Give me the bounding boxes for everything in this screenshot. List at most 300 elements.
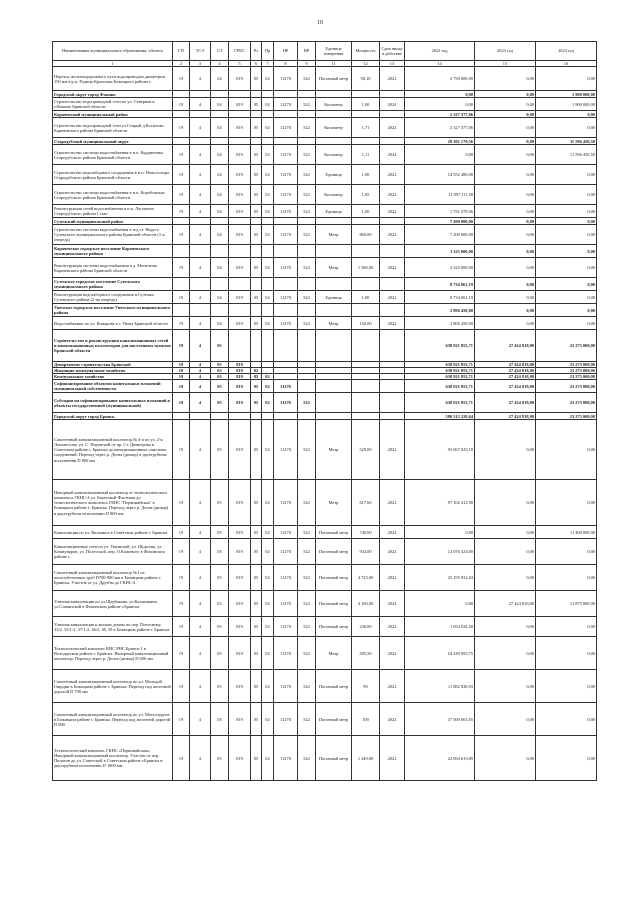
code-cell	[274, 245, 298, 258]
code-cell	[274, 304, 298, 317]
amount-cell: 23 275 000,00	[536, 380, 597, 393]
code-cell	[229, 91, 251, 98]
column-number: 4	[211, 61, 229, 67]
amount-cell: 0,00	[536, 317, 597, 330]
code-cell	[251, 304, 262, 317]
amount-cell: 0,00	[475, 165, 536, 185]
code-cell	[173, 245, 190, 258]
code-cell: 522	[298, 591, 316, 617]
column-header: Наименование муниципального образования, объекта	[53, 42, 173, 61]
code-cell: Километр	[316, 185, 352, 205]
code-cell: 4	[190, 368, 211, 374]
amount-cell: 0,00	[405, 145, 475, 165]
amount-cell: 0,00	[536, 118, 597, 138]
code-cell: Погонный метр	[316, 591, 352, 617]
code-cell: Единица	[316, 165, 352, 185]
amount-cell: 0,00	[475, 98, 536, 111]
amount-cell: 3 325 000,00	[405, 258, 475, 278]
code-cell: Метр	[316, 317, 352, 330]
amount-cell: 1 900 000,00	[536, 91, 597, 98]
code-cell: 4	[190, 362, 211, 368]
amount-cell: 2 327 377,06	[405, 118, 475, 138]
code-cell	[251, 330, 262, 362]
code-cell: Километр	[316, 118, 352, 138]
code-cell: 04	[211, 291, 229, 304]
code-cell: 19	[173, 480, 190, 526]
code-cell: Единица	[316, 205, 352, 218]
code-cell: 2022	[380, 565, 405, 591]
code-cell: 19	[173, 374, 190, 380]
code-cell	[352, 111, 380, 118]
code-cell	[316, 245, 352, 258]
amount-cell: 0,00	[536, 304, 597, 317]
code-cell: 11270	[274, 291, 298, 304]
code-cell	[173, 278, 190, 291]
code-cell: 11270	[274, 67, 298, 91]
code-cell: 02	[262, 565, 274, 591]
column-number: 5	[229, 61, 251, 67]
amount-cell: 4 750 000,00	[405, 67, 475, 91]
code-cell: 819	[229, 380, 251, 393]
code-cell: 11270	[274, 98, 298, 111]
code-cell: 522	[298, 617, 316, 637]
code-cell: 100	[352, 703, 380, 736]
code-cell: 05	[251, 670, 262, 703]
code-cell	[262, 138, 274, 145]
code-cell: 05	[251, 480, 262, 526]
code-cell: 522	[298, 393, 316, 413]
code-cell: 4	[190, 118, 211, 138]
code-cell: 05	[251, 526, 262, 539]
column-header: Пр	[262, 42, 274, 61]
code-cell: 2024	[380, 98, 405, 111]
code-cell: 19	[173, 591, 190, 617]
amount-cell: 11 882 830,03	[405, 670, 475, 703]
code-cell: 2022	[380, 736, 405, 781]
amount-cell: 23 275 000,00	[536, 362, 597, 368]
code-cell: 1,00	[352, 98, 380, 111]
code-cell: 819	[229, 526, 251, 539]
object-name-cell: Самотечный канализационный коллектор по ул. Металлургов в Бежицком районе г. Брянска. Переход под железной дорогой D 800	[53, 703, 173, 736]
code-cell	[380, 138, 405, 145]
amount-cell: 1 054 024,50	[405, 617, 475, 637]
amount-cell: 27 424 818,00	[475, 591, 536, 617]
code-cell: 05	[251, 393, 262, 413]
code-cell	[262, 111, 274, 118]
amount-cell: 2 806 450,00	[405, 304, 475, 317]
object-name-cell: Карачевский муниципальный район	[53, 111, 173, 118]
code-cell	[352, 304, 380, 317]
code-cell: 1 349,00	[352, 736, 380, 781]
code-cell: 522	[298, 165, 316, 185]
code-cell: 19	[173, 637, 190, 670]
code-cell	[251, 278, 262, 291]
code-cell	[262, 91, 274, 98]
subtotal-row	[53, 278, 597, 291]
code-cell: 19	[173, 291, 190, 304]
amount-cell: 0,00	[536, 111, 597, 118]
code-cell: 19	[173, 185, 190, 205]
code-cell: 740,00	[352, 526, 380, 539]
column-header: ТСЭ	[190, 42, 211, 61]
code-cell: 05	[251, 225, 262, 245]
code-cell: 819	[229, 362, 251, 368]
amount-cell: 638 921 953,71	[405, 374, 475, 380]
code-cell	[190, 218, 211, 225]
code-cell: Метр	[316, 637, 352, 670]
code-cell: 4	[190, 380, 211, 393]
code-cell	[316, 111, 352, 118]
code-cell: 02	[262, 380, 274, 393]
amount-cell: 0,00	[475, 526, 536, 539]
column-header: ГРБС	[229, 42, 251, 61]
code-cell: 19	[173, 393, 190, 413]
code-cell: 02	[262, 539, 274, 565]
code-cell: 236,00	[352, 617, 380, 637]
amount-cell: 0,00	[405, 91, 475, 98]
code-cell: 19	[173, 145, 190, 165]
code-cell: 4	[190, 165, 211, 185]
code-cell	[352, 393, 380, 413]
code-cell: 819	[229, 480, 251, 526]
amount-cell: 27 424 818,00	[475, 330, 536, 362]
code-cell: 02	[262, 291, 274, 304]
amount-cell: 22 694 619,89	[405, 736, 475, 781]
code-cell: 02	[262, 67, 274, 91]
amount-cell: 3 325 000,00	[405, 245, 475, 258]
column-number: 14	[405, 61, 475, 67]
code-cell: 2024	[380, 591, 405, 617]
code-cell: 4	[190, 736, 211, 781]
code-cell	[173, 413, 190, 420]
table-row	[53, 291, 597, 304]
code-cell: 11270	[274, 380, 298, 393]
code-cell: 19	[173, 118, 190, 138]
code-cell: 05	[251, 374, 262, 380]
amount-cell: 23 275 000,00	[536, 330, 597, 362]
amount-cell: 0,00	[536, 258, 597, 278]
code-cell: 522	[298, 317, 316, 330]
object-name-cell: Городской округ город Брянск	[53, 413, 173, 420]
code-cell: Метр	[316, 420, 352, 480]
object-name-cell: Унечское городское поселение Унечского муниципального района	[53, 304, 173, 317]
table-row	[53, 736, 597, 781]
table-body	[53, 67, 597, 781]
code-cell: 05	[251, 258, 262, 278]
code-cell	[380, 304, 405, 317]
code-cell	[211, 413, 229, 420]
code-cell: 11270	[274, 118, 298, 138]
code-cell: 11270	[274, 317, 298, 330]
code-cell: 819	[229, 67, 251, 91]
code-cell: 529,00	[352, 420, 380, 480]
code-cell: 819	[229, 374, 251, 380]
code-cell	[274, 278, 298, 291]
code-cell	[298, 304, 316, 317]
code-cell: 19	[173, 526, 190, 539]
code-cell: 05	[251, 368, 262, 374]
amount-cell: 638 921 953,71	[405, 393, 475, 413]
code-cell: 522	[298, 637, 316, 670]
amount-cell: 0,00	[536, 637, 597, 670]
object-name-cell: Канализация по ул. Вильямса в Советском районе г. Брянска	[53, 526, 173, 539]
object-name-cell: Суземское городское поселение Суземского муниципального района	[53, 278, 173, 291]
code-cell	[229, 218, 251, 225]
code-cell: 05	[251, 539, 262, 565]
code-cell	[380, 218, 405, 225]
table-row	[53, 118, 597, 138]
column-number: 1	[53, 61, 173, 67]
code-cell: 11270	[274, 526, 298, 539]
amount-cell: 7 200 000,00	[405, 218, 475, 225]
amount-cell: 0,00	[536, 67, 597, 91]
code-cell: 11270	[274, 165, 298, 185]
amount-cell: 2 806 450,00	[405, 317, 475, 330]
amount-cell: 1 900 000,00	[536, 98, 597, 111]
code-cell	[380, 111, 405, 118]
code-cell: 02	[262, 670, 274, 703]
code-cell: 11270	[274, 393, 298, 413]
code-cell: 819	[229, 368, 251, 374]
column-header: 2023 год	[475, 42, 536, 61]
code-cell: 4	[190, 670, 211, 703]
code-cell: 19	[173, 380, 190, 393]
amount-cell: 0,00	[536, 420, 597, 480]
amount-cell: 0,00	[475, 205, 536, 218]
code-cell: Метр	[316, 225, 352, 245]
code-cell: 4	[190, 526, 211, 539]
code-cell	[173, 91, 190, 98]
amount-cell: 14 552 480,00	[405, 165, 475, 185]
column-number: 8	[274, 61, 298, 67]
code-cell	[211, 138, 229, 145]
table-row	[53, 317, 597, 330]
table-row	[53, 67, 597, 91]
code-cell	[251, 218, 262, 225]
table-row	[53, 703, 597, 736]
code-cell: 522	[298, 291, 316, 304]
code-cell: 4	[190, 480, 211, 526]
code-cell	[298, 91, 316, 98]
table-row	[53, 526, 597, 539]
code-cell	[211, 111, 229, 118]
amount-cell: 638 921 953,71	[405, 362, 475, 368]
object-name-cell: Департамент строительства Брянской	[53, 362, 173, 368]
code-cell	[274, 91, 298, 98]
header-row	[53, 42, 597, 61]
code-cell: 522	[298, 539, 316, 565]
code-cell: 4 100,00	[352, 591, 380, 617]
amount-cell: 0,00	[475, 67, 536, 91]
amount-cell: 27 424 818,00	[475, 368, 536, 374]
code-cell: 1,11	[352, 145, 380, 165]
code-cell: 819	[229, 670, 251, 703]
code-cell: 58,10	[352, 67, 380, 91]
amount-cell: 37 569 601,65	[405, 703, 475, 736]
amount-cell: 23 275 000,00	[536, 374, 597, 380]
code-cell	[352, 380, 380, 393]
code-cell: 11270	[274, 617, 298, 637]
code-cell: 04	[211, 205, 229, 218]
code-cell: 05	[211, 565, 229, 591]
code-cell: 1 500,00	[352, 258, 380, 278]
amount-cell: 11 596 450,50	[536, 145, 597, 165]
amount-cell: 23 275 000,00	[536, 413, 597, 420]
code-cell: 4	[190, 258, 211, 278]
amount-cell: 0,00	[475, 278, 536, 291]
code-cell: 2022	[380, 703, 405, 736]
code-cell: Метр	[316, 480, 352, 526]
object-name-cell: Строительство системы водоснабжения в п/д ст. Неруса Суземского муниципального района Брянской области (1-я очередь)	[53, 225, 173, 245]
code-cell	[298, 278, 316, 291]
subtotal-row	[53, 304, 597, 317]
amount-cell: 0,00	[475, 539, 536, 565]
code-cell	[190, 111, 211, 118]
code-cell	[352, 278, 380, 291]
code-cell	[251, 413, 262, 420]
code-cell: 819	[229, 393, 251, 413]
amount-cell: 23 275 000,00	[536, 368, 597, 374]
code-cell	[380, 245, 405, 258]
code-cell	[274, 330, 298, 362]
table-row	[53, 258, 597, 278]
code-cell	[211, 304, 229, 317]
code-cell: 860,00	[352, 225, 380, 245]
amount-cell: 0,00	[475, 185, 536, 205]
code-cell: 05	[211, 330, 229, 362]
amount-cell: 0,00	[475, 304, 536, 317]
object-name-cell: Софинансирование объектов капитальных вложений муниципальной собственности	[53, 380, 173, 393]
subtotal-row	[53, 138, 597, 145]
code-cell: 02	[262, 591, 274, 617]
table-row	[53, 617, 597, 637]
amount-cell: 0,00	[475, 480, 536, 526]
amount-cell: 8 734 061,19	[405, 291, 475, 304]
code-cell	[229, 278, 251, 291]
column-number: 15	[475, 61, 536, 67]
amount-cell: 27 424 818,00	[475, 362, 536, 368]
column-number: 11	[316, 61, 352, 67]
code-cell: 819	[229, 617, 251, 637]
amount-cell: 27 424 818,00	[475, 393, 536, 413]
code-cell	[298, 245, 316, 258]
code-cell: 02	[262, 703, 274, 736]
code-cell: 19	[173, 225, 190, 245]
code-cell	[262, 413, 274, 420]
code-cell: 05	[211, 393, 229, 413]
amount-cell: 0,00	[405, 526, 475, 539]
code-cell: 02	[262, 145, 274, 165]
code-cell: Погонный метр	[316, 617, 352, 637]
code-cell: 522	[298, 526, 316, 539]
code-cell: 819	[229, 637, 251, 670]
code-cell	[316, 380, 352, 393]
object-name-cell: Стародубский муниципальный округ	[53, 138, 173, 145]
amount-cell: 0,00	[475, 736, 536, 781]
amount-cell: 0,00	[475, 617, 536, 637]
amount-cell: 54 249 093,75	[405, 637, 475, 670]
code-cell: 11270	[274, 637, 298, 670]
object-name-cell: Технологический комплекс ГКНС «Первомайская». Напорный канализационный коллектор. Участок от пер. Пилотов до ул. Советской в Советском районе г.Брянска в двухтрубном исполнении D 1000 мм	[53, 736, 173, 781]
code-cell: 1,00	[352, 205, 380, 218]
object-name-cell: Самотечный канализационный коллектор № 4-а по ул. 2-я Ломоносова, ул. С. Перовской от пр. Ст. Димитрова в Советском районе г. Брянска до канализационных очистных сооружений. Переход через р. Десна (дюкер) в двухтрубном исполнении D 800 мм	[53, 420, 173, 480]
code-cell: 1,00	[352, 291, 380, 304]
table-row	[53, 205, 597, 218]
code-cell: 505,50	[352, 637, 380, 670]
code-cell: 2022	[380, 165, 405, 185]
code-cell: 522	[298, 565, 316, 591]
amount-cell: 25 195 832,04	[405, 565, 475, 591]
code-cell	[316, 278, 352, 291]
column-header: 2024 год	[536, 42, 597, 61]
code-cell: 11270	[274, 736, 298, 781]
code-cell: 19	[173, 258, 190, 278]
code-cell: 05	[251, 291, 262, 304]
code-cell	[211, 245, 229, 258]
code-cell: 4	[190, 591, 211, 617]
code-cell: 05	[251, 98, 262, 111]
column-number: 7	[262, 61, 274, 67]
object-name-cell: Коммунальное хозяйство	[53, 374, 173, 380]
code-cell: 2022	[380, 118, 405, 138]
code-cell: 02	[262, 98, 274, 111]
object-name-cell: Самотечный канализационный коллектор №1 из железобетонных труб D700-900 мм в Бежицком районе г. Брянска. Участок от ул. Друзбы до ГКНС-4	[53, 565, 173, 591]
code-cell: 4	[190, 291, 211, 304]
amount-cell: 0,00	[475, 118, 536, 138]
code-cell: Единица	[316, 291, 352, 304]
code-cell: 02	[262, 617, 274, 637]
code-cell	[380, 393, 405, 413]
code-cell: 819	[229, 118, 251, 138]
code-cell: 02	[262, 258, 274, 278]
amount-cell: 0,00	[475, 218, 536, 225]
code-cell: 19	[173, 617, 190, 637]
code-cell: 819	[229, 736, 251, 781]
code-cell	[190, 278, 211, 291]
code-cell	[229, 413, 251, 420]
amount-cell: 0,00	[475, 258, 536, 278]
code-cell	[274, 413, 298, 420]
amount-cell: 0,00	[475, 91, 536, 98]
amount-cell: 0,00	[536, 225, 597, 245]
amount-cell: 0,00	[475, 225, 536, 245]
code-cell: Погонный метр	[316, 539, 352, 565]
code-cell: 02	[262, 374, 274, 380]
code-cell: 05	[211, 670, 229, 703]
code-cell: 04	[211, 317, 229, 330]
subtotal-row	[53, 111, 597, 118]
code-cell: 819	[229, 205, 251, 218]
code-cell: 4	[190, 145, 211, 165]
code-cell: 11270	[274, 185, 298, 205]
code-cell: 4	[190, 393, 211, 413]
code-cell: 02	[262, 420, 274, 480]
code-cell: 05	[211, 637, 229, 670]
code-cell	[251, 111, 262, 118]
code-cell: 2022	[380, 480, 405, 526]
code-cell: 04	[211, 225, 229, 245]
code-cell: 04	[211, 67, 229, 91]
table-row	[53, 539, 597, 565]
code-cell	[229, 138, 251, 145]
amount-cell: 23 275 000,00	[536, 393, 597, 413]
code-cell: 04	[211, 185, 229, 205]
code-cell	[229, 330, 251, 362]
amount-cell: 0,00	[475, 111, 536, 118]
amount-cell: 0,00	[536, 291, 597, 304]
code-cell: 819	[229, 225, 251, 245]
code-cell: 02	[262, 317, 274, 330]
